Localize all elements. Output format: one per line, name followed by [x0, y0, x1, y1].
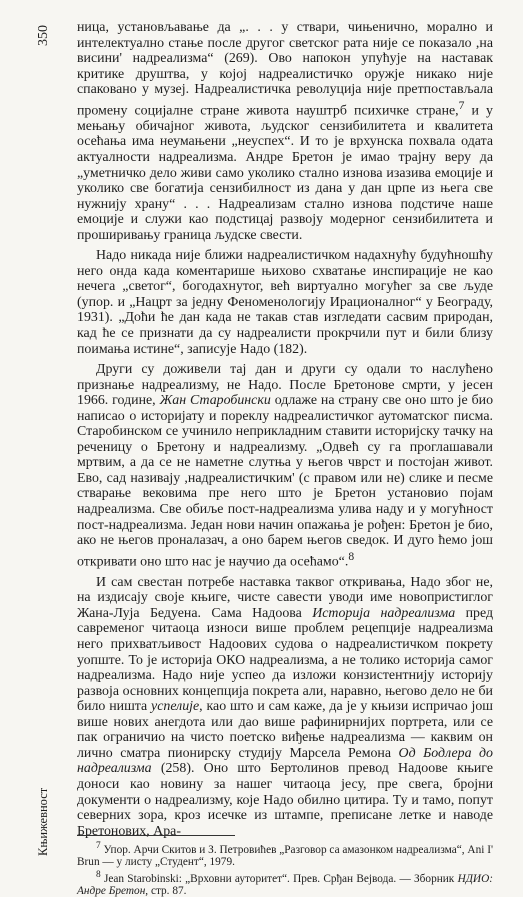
text-run: И сам свестан потребе наставка таквог откривања, Надо због не, на издисају своје књиге, чисте савести уводи име новопристиглог Жана-Луја Бедуена. Сама Надоова — [77, 574, 493, 621]
footnote-divider — [77, 835, 235, 836]
text-run: Други су доживели тај дан и други су одали то наслућено признање надреализму, не Надо. После Бретонове смрти, у јесен 1966. године, — [77, 362, 493, 409]
page-number: 350 — [36, 25, 51, 46]
text-run: (258). Оно што Бертолинов превод Надоове књиге доноси као новину за нашег читаоца јесу, пре свега, бројни документи о надреализму, које Надо обилно цитира. Ту и тамо, попут северних зора, кроз исечке из штампе, преписане летке и наводе Бретонових, Ара- — [77, 761, 493, 839]
paragraph — [77, 575, 493, 839]
text-run: Упор. Арчи Скитов и З. Петровићев „Разговор са амазонком надреализма“, Ani I' Brun — у листу „Студент“, 1979. — [77, 843, 493, 869]
italic-title: Историја надреализма — [312, 605, 456, 621]
italic-title: успелије — [151, 699, 200, 715]
paragraph — [77, 20, 493, 243]
text-run: , као што и сам каже, да је у књизи испричао још више нових анегдота или дао више рафинирнијих портрета, или се пак ограничио на чисто поетско виђење надреализма — каквим он лично сматра пионирску студију Марсела Ремона — [77, 699, 493, 761]
text-run: пред савременог читаоца износи више проблем рецепције надреализма него прихватљивост Надоових судова о надреалистичком покрету уопште. То је историја ОКО надреализма, а не толико историја самог надреализма. Надо није успео да изложи конзистентнију историју развоја основних концепција покрета али, наравно, његово дело не би било ништа — [77, 605, 494, 715]
text-run: и у мењању обичајног живота, људског сензибилитета и квалитета осећања има неумањени „неуспех“. И то је врхунска похвала одата актуалности надреализма. Андре Бретон је имао трајну веру да „уметничко дело живи само уколико стално изнова изазива емоције и уколико све богатија сензибилност из дана у дан црпе из њега све нужнију храну“ . . . Надреализам стално изнова подстиче наше емоције и служи као подстицај развоју модерног сензибилитета и проширивању граница људске свести. — [77, 103, 493, 243]
paragraph — [77, 362, 493, 570]
footnote-ref: 8 — [348, 549, 355, 563]
footnotes — [77, 840, 493, 897]
text-run: одлаже на страну све оно што је био написао о историјату и пореклу надреалистичког аутоматског писма. Старобинском се учинило неприкладним ставити историјску тачку на реченицу о Бретону и надреализму. „Одвећ су га проглашавали мртвим, а да се не наметне слутња у његов чврст и постојан живот. Ево, сад називају ,надреалистичким' (с правом или не) слике и песме стварање вековима пре него што је Бретон установио појам надреализма. Све обиље пост-надреализма улива наду и у могућност пост-надреализма. Један нови начин опажања је рођен: Бретон је био, ако не његов проналазач, а оно барем његов сведок. И дуго ћемо још откривати оно што нас је научио да осећамо“. — [77, 393, 494, 570]
text-run: Надо никада није ближи надреалистичком надахнућу будућношћу него онда када коментарише њихово схватање инспирације не као нечега „светог“, богодахнутог, већ виртуално могућег за све људе (упор. и „Нацрт за једну Феноменологију Ирационалног“ у Београду, 1931). „Доћи ће дан када не такав став изгледати сасвим природан, кад ће се признати да су надреалисти прокрчили пут и били близу поимања истине“, записује Надо (182). — [77, 248, 493, 357]
text-run: ница, установљавање да „. . . у ствари, чињенично, морално и интелектуално стање после другог светског рата није се показало ,на висини' надреализма“ (269). Ово напокон упућује на наставак критике друштва, у којој надреалистичко оружје никако није спаковано у музеј. Надреалистичка револуција није претпостављала промену социјалне стране живота науштрб психичке стране, — [77, 20, 493, 119]
footnote — [77, 840, 493, 869]
paragraph — [77, 248, 493, 357]
italic-title: Од Бодлера до надреализма — [77, 745, 493, 777]
running-head: Књижевност — [36, 787, 50, 856]
footnote-ref: 8 — [96, 869, 101, 880]
text-run: Jean Starobinski: „Врховни ауторитет“. Прев. Срђан Вејвода. — Зборник — [100, 872, 458, 885]
footnote-ref: 7 — [458, 98, 465, 112]
footnote-ref: 7 — [96, 841, 101, 851]
text-run: , стр. 87. — [145, 884, 187, 897]
body-text — [77, 20, 493, 839]
italic-title: НДИО: Андре Бретон — [77, 872, 493, 897]
italic-title: Жан Старобински — [159, 393, 271, 409]
